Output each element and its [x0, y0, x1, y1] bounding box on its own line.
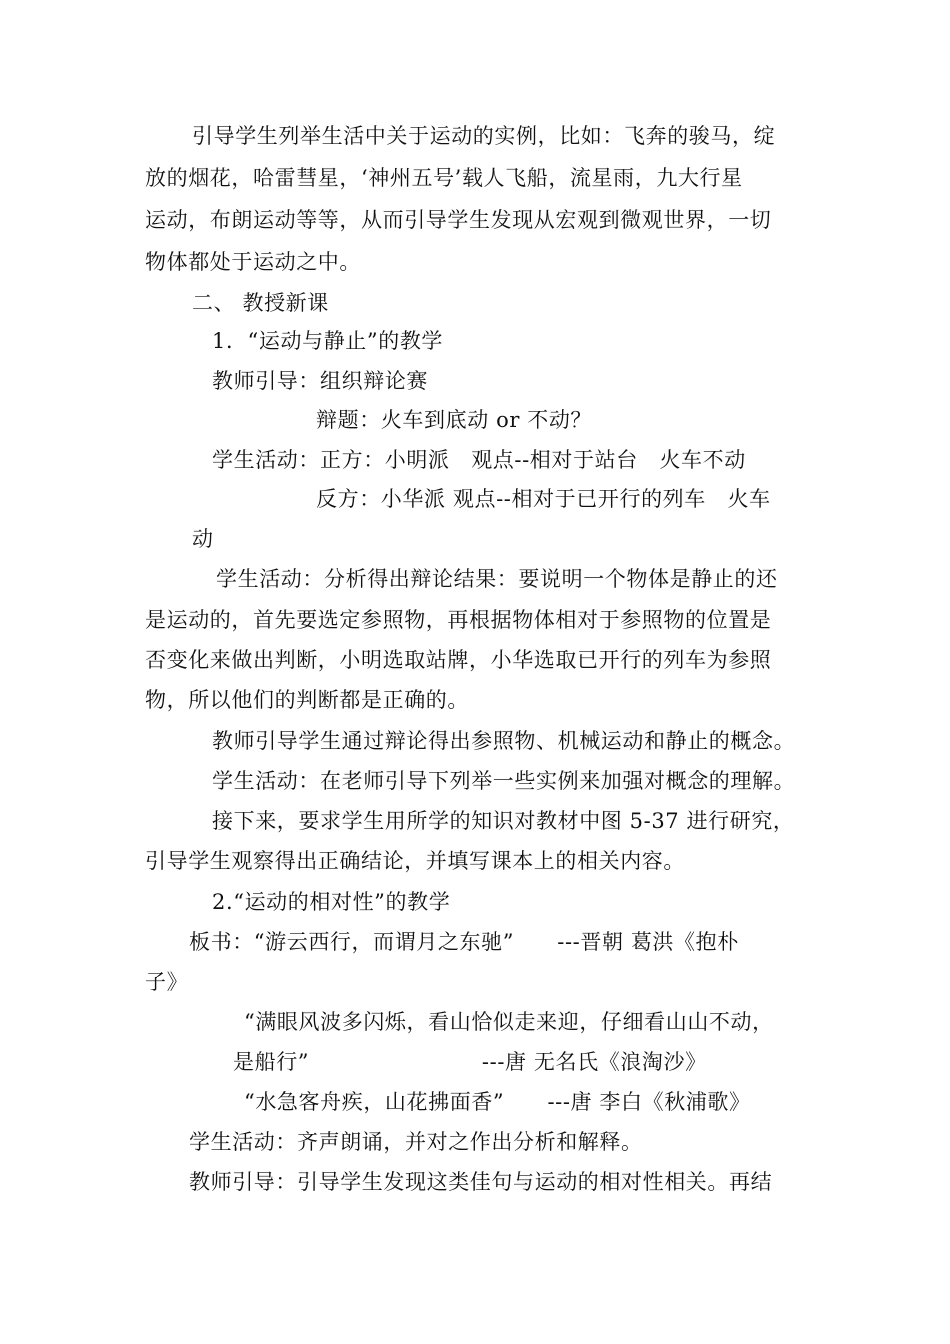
board-quote-2-cont: 是船行” ---唐 无名氏《浪淘沙》	[233, 1050, 707, 1074]
debate-result-line-2: 是运动的，首先要选定参照物，再根据物体相对于参照物的位置是	[145, 608, 772, 632]
subsection-heading-1: 1．“运动与静止”的教学	[212, 329, 444, 353]
debate-result-line-3: 否变化来做出判断，小明选取站牌，小华选取已开行的列车为参照	[145, 648, 772, 672]
debate-negative: 反方：小华派 观点--相对于已开行的列车 火车	[316, 487, 771, 511]
section-heading: 二、 教授新课	[192, 291, 329, 315]
subsection-heading-2: 2.“运动的相对性”的教学	[212, 890, 451, 914]
teacher-relativity-line: 教师引导：引导学生发现这类佳句与运动的相对性相关。再结	[189, 1170, 773, 1194]
debate-affirmative: 学生活动：正方：小明派 观点--相对于站台 火车不动	[212, 448, 746, 472]
student-examples-line: 学生活动：在老师引导下列举一些实例来加强对概念的理解。	[212, 769, 796, 793]
board-quote-2: “满眼风波多闪烁，看山恰似走来迎，仔细看山山不动，	[244, 1010, 774, 1034]
teacher-guide-debate: 教师引导：组织辩论赛	[212, 369, 428, 393]
debate-result-line-1: 学生活动：分析得出辩论结果：要说明一个物体是静止的还	[216, 567, 778, 591]
debate-negative-cont: 动	[192, 527, 214, 551]
debate-result-line-4: 物，所以他们的判断都是正确的。	[145, 688, 469, 712]
figure-study-line-2: 引导学生观察得出正确结论，并填写课本上的相关内容。	[145, 849, 685, 873]
board-quote-1-cont: 子》	[145, 970, 189, 994]
intro-paragraph-line-3: 运动，布朗运动等等，从而引导学生发现从宏观到微观世界，一切	[145, 208, 772, 232]
teacher-concept-line: 教师引导学生通过辩论得出参照物、机械运动和静止的概念。	[212, 729, 796, 753]
board-quote-3: “水急客舟疾，山花拂面香” ---唐 李白《秋浦歌》	[244, 1090, 751, 1114]
intro-paragraph-line-2: 放的烟花，哈雷彗星，‘神州五号’载人飞船，流星雨，九大行星	[145, 166, 743, 190]
intro-paragraph-line-4: 物体都处于运动之中。	[145, 250, 361, 274]
student-recite-line: 学生活动：齐声朗诵，并对之作出分析和解释。	[189, 1130, 643, 1154]
intro-paragraph-line-1: 引导学生列举生活中关于运动的实例，比如：飞奔的骏马，绽	[192, 124, 776, 148]
debate-topic: 辩题：火车到底动 or 不动？	[316, 408, 593, 432]
figure-study-line-1: 接下来，要求学生用所学的知识对教材中图 5-37 进行研究，	[212, 809, 795, 833]
board-quote-1: 板书：“游云西行，而谓月之东驰” ---晋朝 葛洪《抱朴	[189, 930, 739, 954]
